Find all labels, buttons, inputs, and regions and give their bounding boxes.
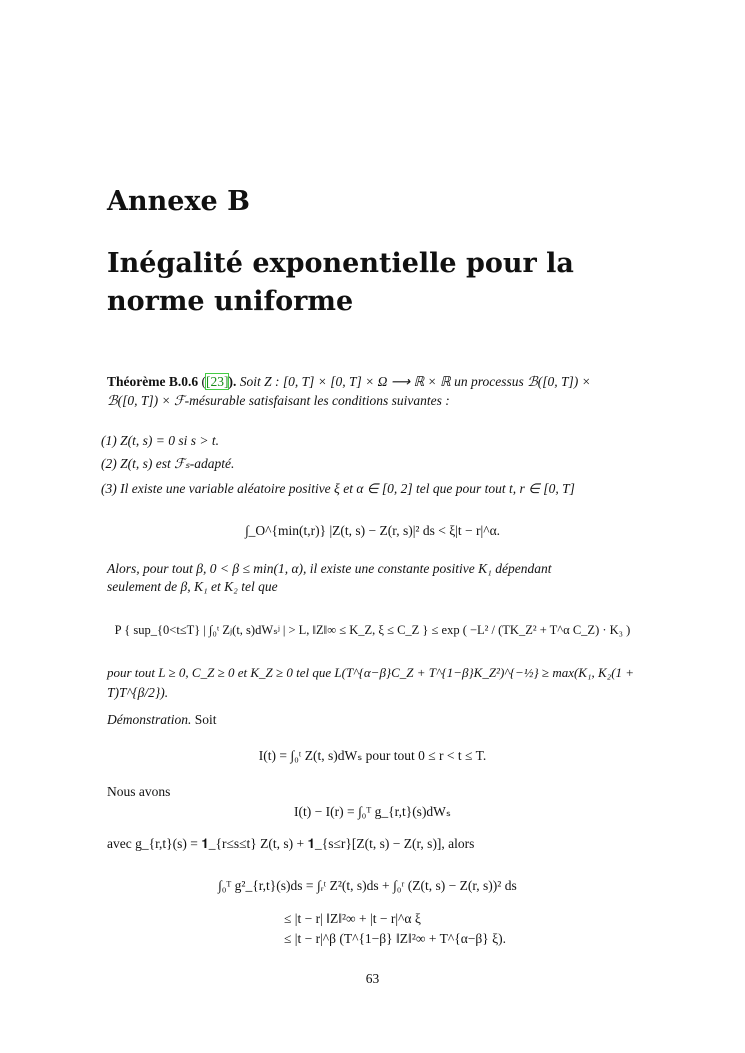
annex-label: Annexe B bbox=[107, 186, 250, 217]
page-number: 63 bbox=[365, 971, 380, 986]
condition-2: (2) Z(t, s) est ℱₛ-adapté. bbox=[101, 456, 235, 471]
proof-label: Démonstration. bbox=[107, 712, 192, 727]
condition-3: (3) Il existe une variable aléatoire positive ξ et α ∈ [0, 2] tel que pour tout t, r ∈ [0, T] bbox=[101, 481, 575, 496]
chapter-title-line-1: Inégalité exponentielle pour la bbox=[107, 248, 574, 279]
alors-line-1: Alors, pour tout β, 0 < β ≤ min(1, α), il existe une constante positive K₁ dépendant bbox=[107, 561, 552, 576]
condition-3-formula: ∫_O^{min(t,r)} |Z(t, s) − Z(r, s)|² ds < ξ|t − r|^α. bbox=[244, 523, 501, 538]
avec-line: avec g_{r,t}(s) = 𝟏_{r≤s≤t} Z(t, s) + 𝟏_{s≤r}[Z(t, s) − Z(r, s)], alors bbox=[107, 836, 475, 851]
proof-intro-text: Soit bbox=[191, 712, 217, 727]
theorem-statement-2: ℬ([0, T]) × ℱ-mésurable satisfaisant les conditions suivantes : bbox=[107, 393, 450, 408]
pour-line-1: pour tout L ≥ 0, C_Z ≥ 0 et K_Z ≥ 0 tel que L(T^{α−β}C_Z + T^{1−β}K_Z²)^{−½} ≥ max(K₁, K₂(1 + bbox=[107, 665, 635, 680]
diff-formula: I(t) − I(r) = ∫₀ᵀ g_{r,t}(s)dWₛ bbox=[294, 804, 451, 819]
theorem-label: Théorème B.0.6 bbox=[107, 374, 199, 389]
nous-avons: Nous avons bbox=[107, 784, 171, 799]
main-inequality: P { sup_{0<t≤T} | ∫₀ᵗ Zⱼ(t, s)dWₛʲ | > L, ‖Z‖∞ ≤ K_Z, ξ ≤ C_Z } ≤ exp ( −L² / (TK_Z² + T^α C_Z) · K₃ ) bbox=[114, 623, 631, 637]
chain-line-2: ≤ |t − r| ‖Z‖²∞ + |t − r|^α ξ bbox=[284, 911, 421, 926]
pour-line-2: T)T^{β/2}). bbox=[107, 685, 169, 700]
theorem-statement-1: Soit Z : [0, T] × [0, T] × Ω ⟶ ℝ × ℝ un processus ℬ([0, T]) × bbox=[239, 374, 591, 389]
def-I: I(t) = ∫₀ᵗ Z(t, s)dWₛ pour tout 0 ≤ r < t ≤ T. bbox=[258, 748, 487, 763]
citation-close: ). bbox=[228, 374, 237, 389]
theorem-line-1 bbox=[107, 373, 591, 390]
alors-line-2: seulement de β, K₁ et K₂ tel que bbox=[107, 579, 278, 594]
citation-open: ( bbox=[198, 374, 206, 389]
proof-intro bbox=[107, 711, 217, 728]
chain-line-1: ∫₀ᵀ g²_{r,t}(s)ds = ∫ᵣᵗ Z²(t, s)ds + ∫₀ʳ (Z(t, s) − Z(r, s))² ds bbox=[218, 878, 517, 893]
condition-1: (1) Z(t, s) = 0 si s > t. bbox=[101, 433, 219, 448]
citation-link[interactable]: [23] bbox=[205, 374, 229, 389]
chain-line-3: ≤ |t − r|^β (T^{1−β} ‖Z‖²∞ + T^{α−β} ξ). bbox=[284, 931, 506, 946]
chapter-title-line-2: norme uniforme bbox=[107, 286, 354, 317]
